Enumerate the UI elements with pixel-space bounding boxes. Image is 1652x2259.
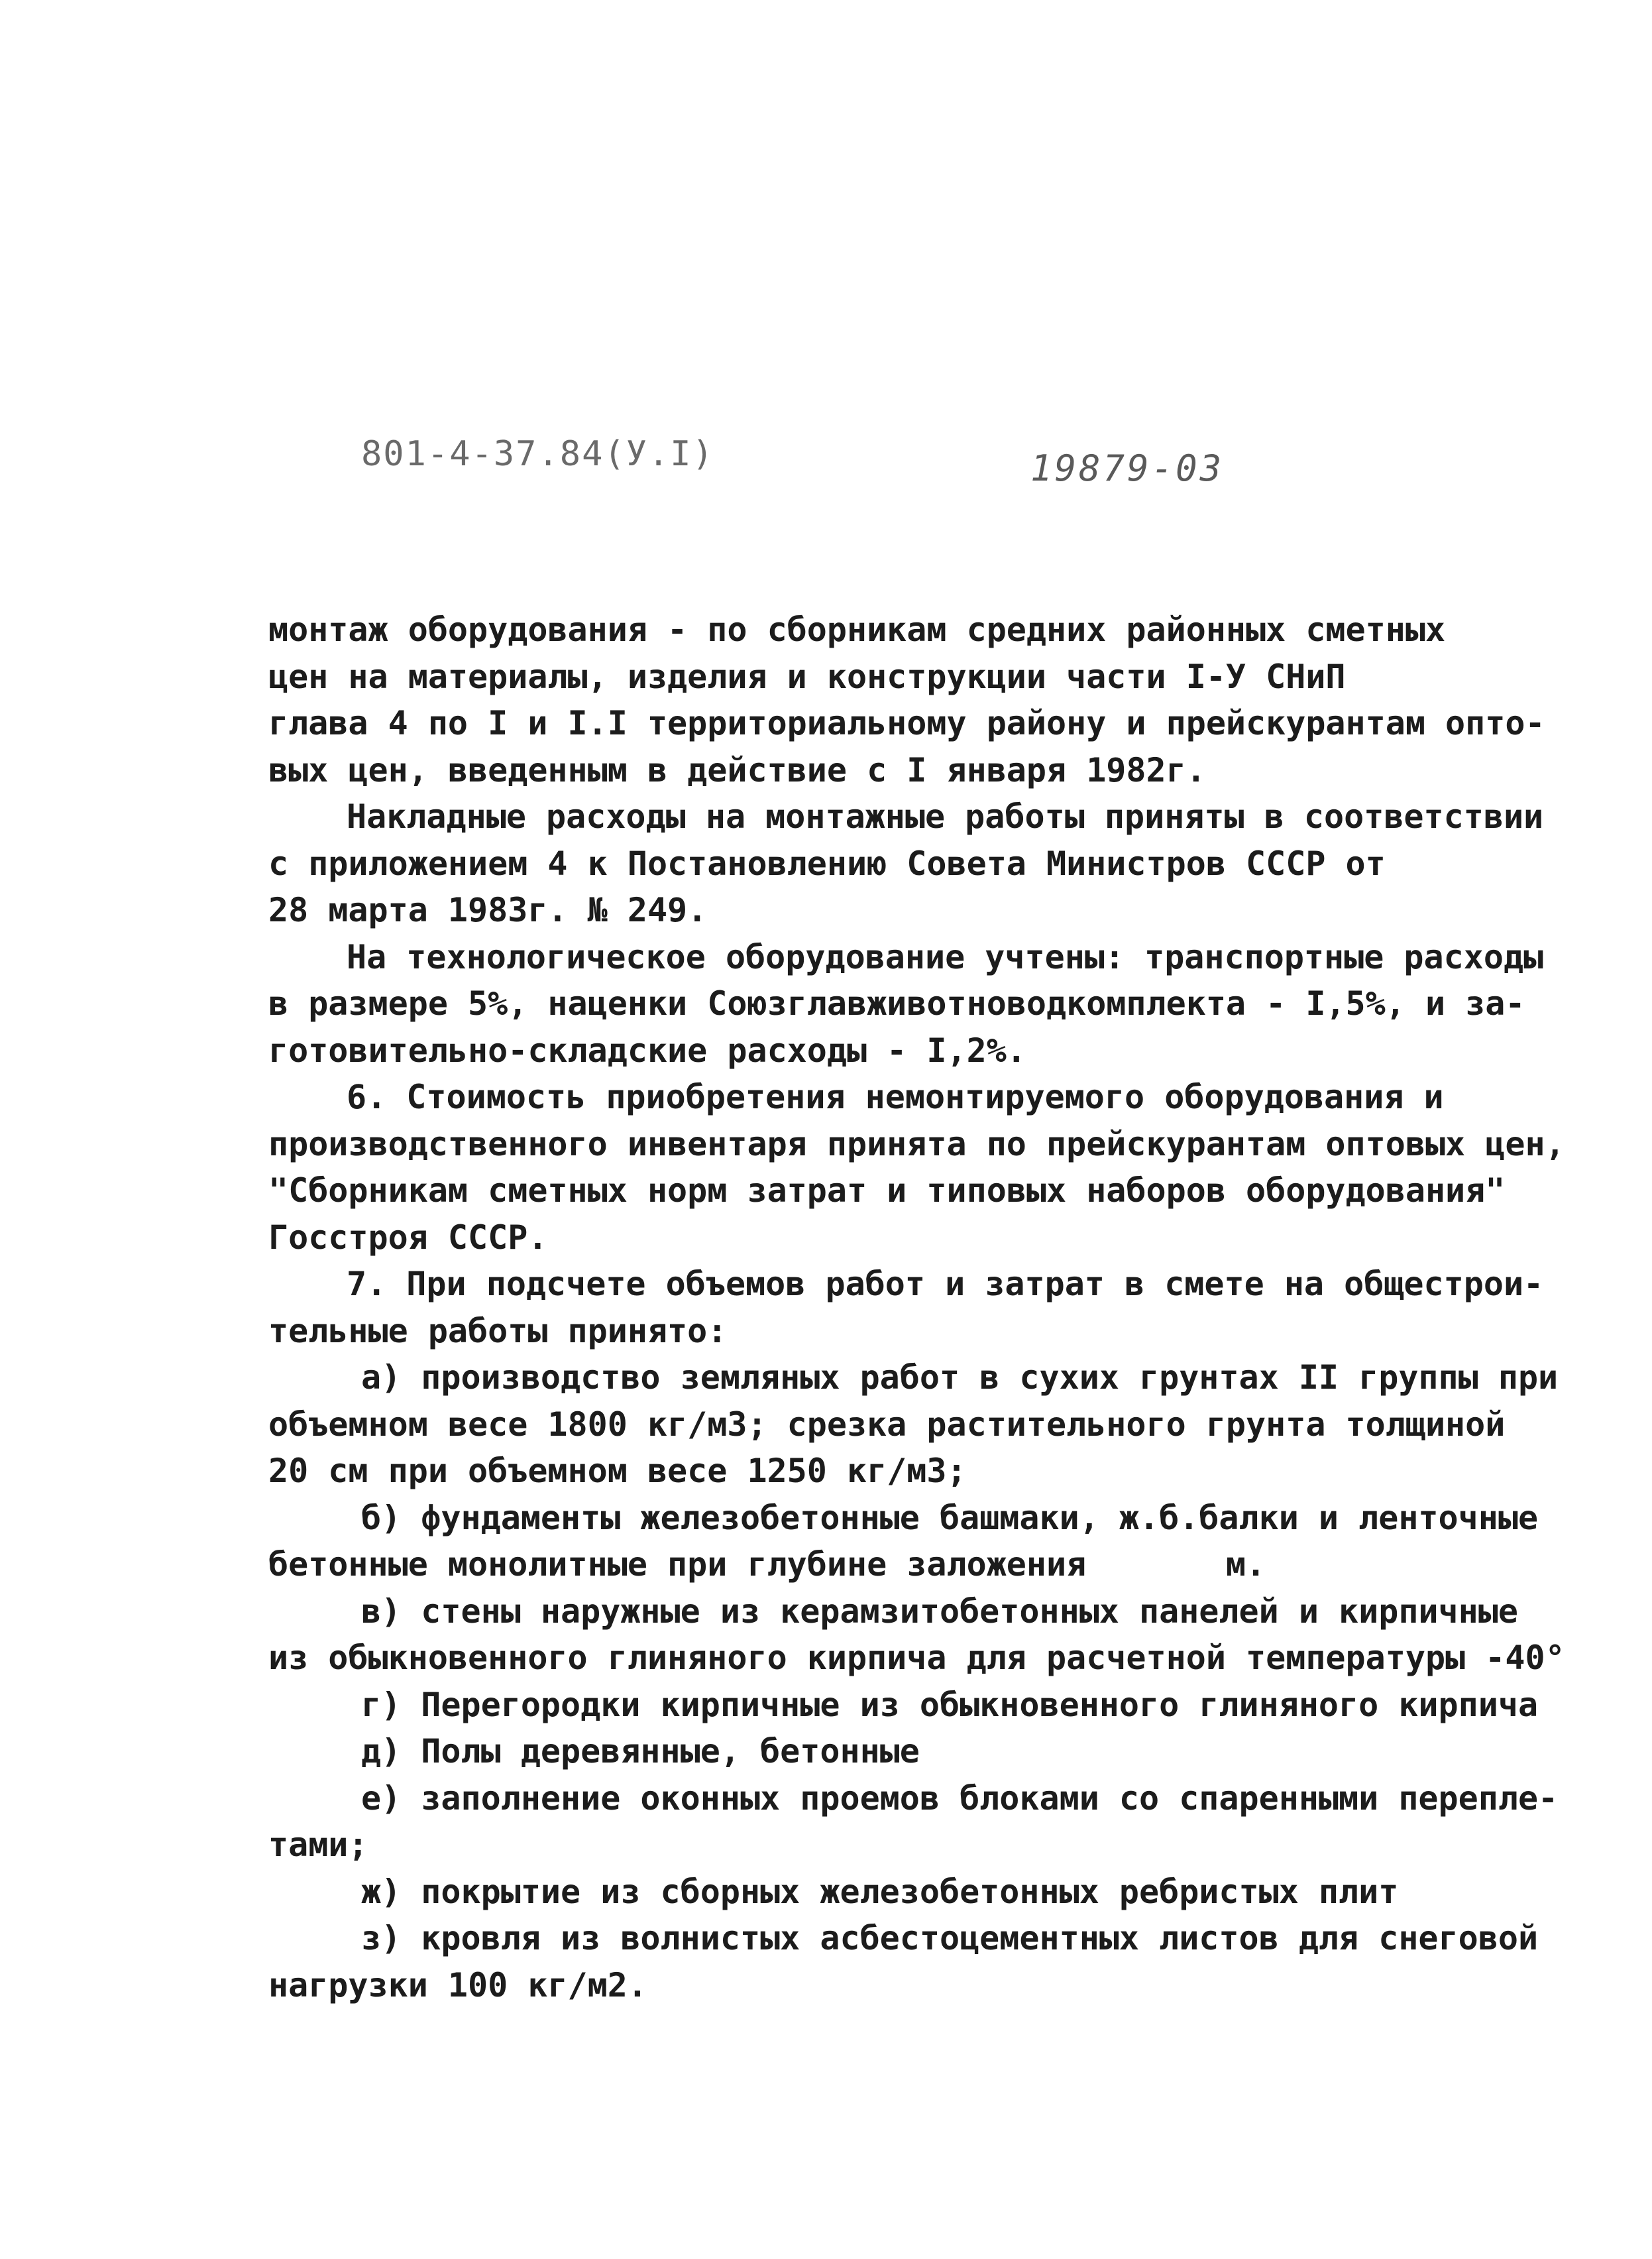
text-line: бетонные монолитные при глубине заложения м. (268, 1545, 1266, 1584)
text-line: ж) покрытие из сборных железобетонных ребристых плит (361, 1872, 1399, 1911)
text-line: з) кровля из волнистых асбестоцементных листов для снеговой (361, 1919, 1539, 1957)
text-line: тельные работы принято: (268, 1311, 728, 1350)
text-line: "Сборникам сметных норм затрат и типовых наборов оборудования" (268, 1171, 1506, 1210)
document-body (268, 607, 1565, 2008)
inventory-number: 19879-03 (1030, 447, 1225, 489)
text-line: монтаж оборудования - по сборникам средних районных сметных (268, 610, 1446, 649)
text-line: 7. При подсчете объемов работ и затрат в смете на общестрои- (347, 1265, 1544, 1303)
text-line: 20 см при объемном весе 1250 кг/м3; (268, 1452, 967, 1490)
text-line: в) стены наружные из керамзитобетонных панелей и кирпичные (361, 1592, 1518, 1631)
text-line: 28 марта 1983г. № 249. (268, 891, 708, 929)
text-line: г) Перегородки кирпичные из обыкновенного глиняного кирпича (361, 1685, 1539, 1724)
text-line: производственного инвентаря принята по прейскурантам оптовых цен, (268, 1124, 1565, 1163)
text-line: с приложением 4 к Постановлению Совета Министров СССР от (268, 844, 1386, 883)
text-line: глава 4 по I и I.I территориальному району и прейскурантам опто- (268, 704, 1545, 742)
text-line: Госстроя СССР. (268, 1218, 548, 1257)
document-code: 801-4-37.84(У.I) (361, 434, 714, 474)
text-line: из обыкновенного глиняного кирпича для расчетной температуры -40° (268, 1639, 1565, 1677)
text-line: б) фундаменты железобетонные башмаки, ж.б.балки и ленточные (361, 1498, 1539, 1537)
text-line: а) производство земляных работ в сухих грунтах II группы при (361, 1358, 1559, 1397)
text-line: Накладные расходы на монтажные работы приняты в соответствии (347, 797, 1544, 836)
text-line: в размере 5%, наценки Союзглавживотноводкомплекта - I,5%, и за- (268, 984, 1525, 1023)
text-line: нагрузки 100 кг/м2. (268, 1965, 647, 2004)
text-line: д) Полы деревянные, бетонные (361, 1732, 920, 1770)
text-line: объемном весе 1800 кг/м3; срезка растительного грунта толщиной (268, 1405, 1506, 1444)
text-line: вых цен, введенным в действие с I января 1982г. (268, 750, 1206, 789)
text-line: готовительно-складские расходы - I,2%. (268, 1031, 1026, 1070)
text-line: На технологическое оборудование учтены: транспортные расходы (347, 937, 1544, 976)
text-line: е) заполнение оконных проемов блоками со спаренными перепле- (361, 1778, 1559, 1818)
text-line: 6. Стоимость приобретения немонтируемого оборудования и (347, 1078, 1444, 1116)
text-line: цен на материалы, изделия и конструкции части I-У СНиП (268, 657, 1346, 696)
text-line: тами; (268, 1825, 368, 1864)
